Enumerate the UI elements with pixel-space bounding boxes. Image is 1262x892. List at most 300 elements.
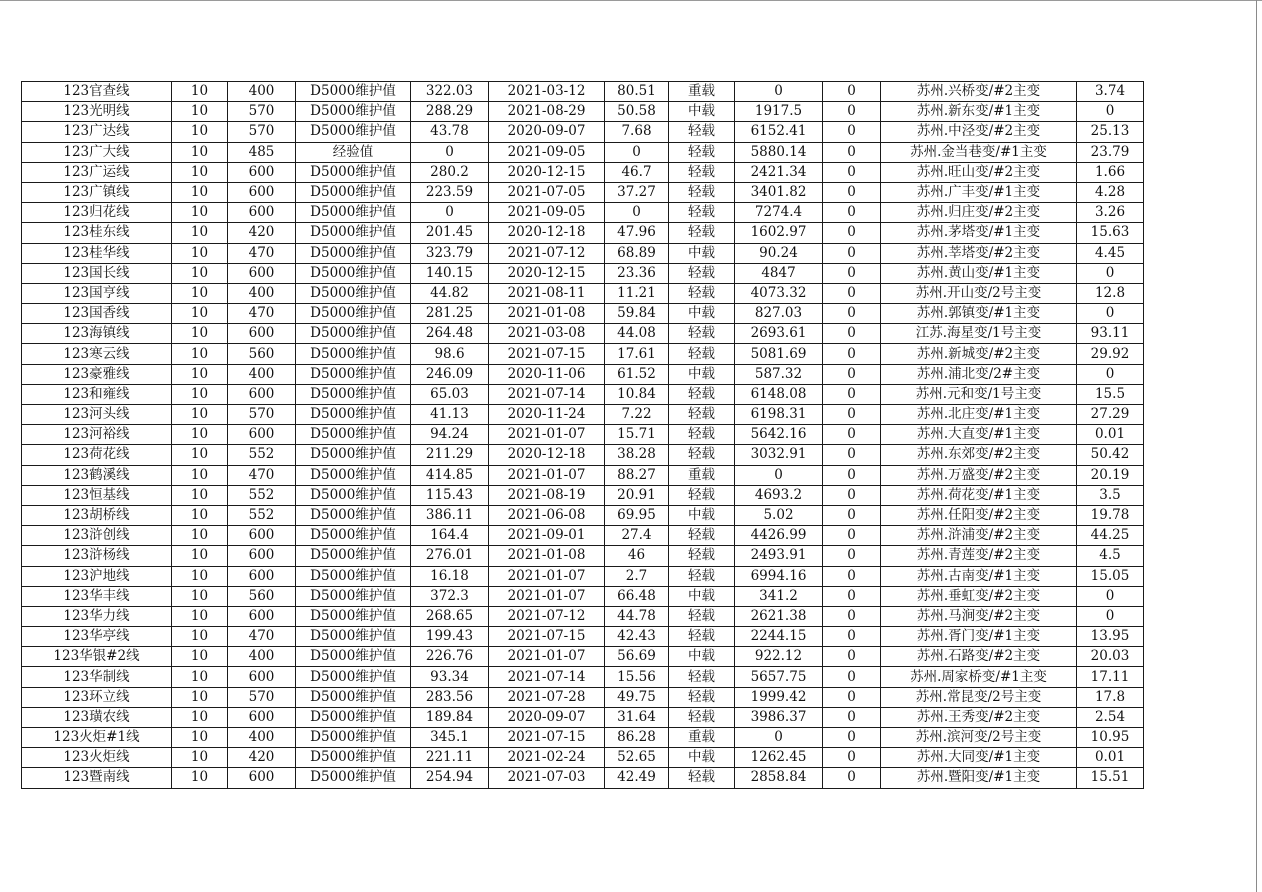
source-cell: D5000维护值 [296,82,411,102]
zero-cell: 0 [823,263,881,283]
table-row [22,748,1144,768]
margin-cell: 4073.32 [735,283,823,303]
load-rate-cell: 15.71 [605,425,669,445]
table-row [22,102,1144,122]
table-row [22,263,1144,283]
voltage-cell: 10 [172,687,228,707]
source-cell: D5000维护值 [296,344,411,364]
last-value-cell: 20.03 [1077,647,1144,667]
zero-cell: 0 [823,182,881,202]
line-name-cell: 123官查线 [22,82,172,102]
table-row [22,566,1144,586]
last-value-cell: 13.95 [1077,627,1144,647]
margin-cell: 0 [735,465,823,485]
margin-cell: 1999.42 [735,687,823,707]
source-cell: D5000维护值 [296,445,411,465]
source-cell: D5000维护值 [296,162,411,182]
voltage-cell: 10 [172,546,228,566]
source-cell: D5000维护值 [296,728,411,748]
margin-cell: 5657.75 [735,667,823,687]
voltage-cell: 10 [172,142,228,162]
load-rate-cell: 0 [605,142,669,162]
load-level-cell: 中载 [669,647,735,667]
current-cell: 276.01 [411,546,489,566]
margin-cell: 1262.45 [735,748,823,768]
zero-cell: 0 [823,627,881,647]
last-value-cell: 4.5 [1077,546,1144,566]
substation-transformer-cell: 苏州.兴桥变/#2主变 [881,82,1077,102]
load-rate-cell: 44.78 [605,606,669,626]
date-cell: 2021-07-15 [489,344,605,364]
last-value-cell: 12.8 [1077,283,1144,303]
last-value-cell: 0 [1077,586,1144,606]
line-name-cell: 123火炬线 [22,748,172,768]
voltage-cell: 10 [172,505,228,525]
load-level-cell: 轻载 [669,405,735,425]
substation-transformer-cell: 苏州.垂虹变/#2主变 [881,586,1077,606]
current-cell: 41.13 [411,405,489,425]
zero-cell: 0 [823,728,881,748]
date-cell: 2021-07-03 [489,768,605,788]
substation-transformer-cell: 苏州.开山变/2号主变 [881,283,1077,303]
line-name-cell: 123河头线 [22,405,172,425]
load-rate-cell: 23.36 [605,263,669,283]
date-cell: 2020-09-07 [489,707,605,727]
current-cell: 0 [411,142,489,162]
rated-current-cell: 400 [228,283,296,303]
line-name-cell: 123华银#2线 [22,647,172,667]
rated-current-cell: 400 [228,647,296,667]
last-value-cell: 29.92 [1077,344,1144,364]
table-row [22,425,1144,445]
line-name-cell: 123豪雅线 [22,364,172,384]
substation-transformer-cell: 苏州.万盛变/#2主变 [881,465,1077,485]
load-level-cell: 轻载 [669,162,735,182]
voltage-cell: 10 [172,203,228,223]
load-rate-cell: 86.28 [605,728,669,748]
margin-cell: 6994.16 [735,566,823,586]
voltage-cell: 10 [172,182,228,202]
substation-transformer-cell: 苏州.周家桥变/#1主变 [881,667,1077,687]
current-cell: 414.85 [411,465,489,485]
rated-current-cell: 570 [228,687,296,707]
zero-cell: 0 [823,243,881,263]
date-cell: 2021-06-08 [489,505,605,525]
rated-current-cell: 400 [228,364,296,384]
voltage-cell: 10 [172,344,228,364]
rated-current-cell: 552 [228,505,296,525]
current-cell: 43.78 [411,122,489,142]
load-level-cell: 轻载 [669,203,735,223]
table-row [22,606,1144,626]
voltage-cell: 10 [172,304,228,324]
voltage-cell: 10 [172,647,228,667]
load-rate-cell: 47.96 [605,223,669,243]
zero-cell: 0 [823,445,881,465]
current-cell: 201.45 [411,223,489,243]
zero-cell: 0 [823,405,881,425]
load-rate-cell: 69.95 [605,505,669,525]
rated-current-cell: 470 [228,243,296,263]
voltage-cell: 10 [172,627,228,647]
load-rate-cell: 46.7 [605,162,669,182]
date-cell: 2021-08-29 [489,102,605,122]
margin-cell: 6198.31 [735,405,823,425]
voltage-cell: 10 [172,324,228,344]
source-cell: D5000维护值 [296,485,411,505]
line-name-cell: 123华力线 [22,606,172,626]
date-cell: 2021-07-14 [489,384,605,404]
rated-current-cell: 470 [228,304,296,324]
zero-cell: 0 [823,223,881,243]
date-cell: 2021-01-07 [489,425,605,445]
table-row [22,142,1144,162]
current-cell: 386.11 [411,505,489,525]
last-value-cell: 0 [1077,364,1144,384]
rated-current-cell: 600 [228,203,296,223]
load-level-cell: 重载 [669,465,735,485]
substation-transformer-cell: 苏州.广丰变/#1主变 [881,182,1077,202]
voltage-cell: 10 [172,526,228,546]
table-row [22,283,1144,303]
substation-transformer-cell: 苏州.北庄变/#1主变 [881,405,1077,425]
date-cell: 2021-07-28 [489,687,605,707]
table-row [22,667,1144,687]
load-level-cell: 轻载 [669,283,735,303]
last-value-cell: 19.78 [1077,505,1144,525]
current-cell: 140.15 [411,263,489,283]
last-value-cell: 10.95 [1077,728,1144,748]
current-cell: 264.48 [411,324,489,344]
source-cell: D5000维护值 [296,465,411,485]
substation-transformer-cell: 苏州.大同变/#1主变 [881,748,1077,768]
voltage-cell: 10 [172,405,228,425]
line-name-cell: 123鹤溪线 [22,465,172,485]
load-rate-cell: 61.52 [605,364,669,384]
load-level-cell: 轻载 [669,223,735,243]
load-rate-cell: 31.64 [605,707,669,727]
load-rate-cell: 15.56 [605,667,669,687]
last-value-cell: 15.63 [1077,223,1144,243]
current-cell: 16.18 [411,566,489,586]
load-level-cell: 轻载 [669,606,735,626]
line-name-cell: 123海镇线 [22,324,172,344]
date-cell: 2021-09-01 [489,526,605,546]
substation-transformer-cell: 苏州.东郊变/#2主变 [881,445,1077,465]
current-cell: 281.25 [411,304,489,324]
voltage-cell: 10 [172,263,228,283]
line-name-cell: 123桂华线 [22,243,172,263]
load-rate-cell: 59.84 [605,304,669,324]
load-level-cell: 轻载 [669,768,735,788]
voltage-cell: 10 [172,485,228,505]
table-row [22,162,1144,182]
current-cell: 115.43 [411,485,489,505]
last-value-cell: 0.01 [1077,425,1144,445]
table-row [22,768,1144,788]
voltage-cell: 10 [172,364,228,384]
rated-current-cell: 600 [228,425,296,445]
zero-cell: 0 [823,606,881,626]
current-cell: 268.65 [411,606,489,626]
load-rate-cell: 68.89 [605,243,669,263]
margin-cell: 3401.82 [735,182,823,202]
load-level-cell: 重载 [669,728,735,748]
substation-transformer-cell: 苏州.中泾变/#2主变 [881,122,1077,142]
margin-cell: 3986.37 [735,707,823,727]
rated-current-cell: 420 [228,223,296,243]
load-level-cell: 中载 [669,304,735,324]
source-cell: D5000维护值 [296,505,411,525]
source-cell: D5000维护值 [296,586,411,606]
feeder-load-table [21,81,1144,789]
load-level-cell: 中载 [669,102,735,122]
table-row [22,182,1144,202]
line-name-cell: 123荷花线 [22,445,172,465]
rated-current-cell: 552 [228,485,296,505]
line-name-cell: 123和雍线 [22,384,172,404]
substation-transformer-cell: 苏州.常昆变/2号主变 [881,687,1077,707]
current-cell: 44.82 [411,283,489,303]
zero-cell: 0 [823,425,881,445]
last-value-cell: 3.5 [1077,485,1144,505]
rated-current-cell: 570 [228,405,296,425]
source-cell: D5000维护值 [296,304,411,324]
substation-transformer-cell: 苏州.新东变/#1主变 [881,102,1077,122]
margin-cell: 587.32 [735,364,823,384]
date-cell: 2020-09-07 [489,122,605,142]
rated-current-cell: 600 [228,526,296,546]
zero-cell: 0 [823,203,881,223]
source-cell: D5000维护值 [296,748,411,768]
last-value-cell: 23.79 [1077,142,1144,162]
rated-current-cell: 570 [228,122,296,142]
load-rate-cell: 42.49 [605,768,669,788]
load-level-cell: 轻载 [669,546,735,566]
last-value-cell: 15.05 [1077,566,1144,586]
line-name-cell: 123暨南线 [22,768,172,788]
margin-cell: 7274.4 [735,203,823,223]
substation-transformer-cell: 苏州.新城变/#2主变 [881,344,1077,364]
last-value-cell: 0 [1077,102,1144,122]
current-cell: 223.59 [411,182,489,202]
load-level-cell: 轻载 [669,627,735,647]
current-cell: 164.4 [411,526,489,546]
rated-current-cell: 600 [228,768,296,788]
voltage-cell: 10 [172,223,228,243]
zero-cell: 0 [823,586,881,606]
line-name-cell: 123河裕线 [22,425,172,445]
date-cell: 2021-09-05 [489,203,605,223]
date-cell: 2021-03-08 [489,324,605,344]
substation-transformer-cell: 苏州.归庄变/#2主变 [881,203,1077,223]
margin-cell: 2858.84 [735,768,823,788]
substation-transformer-cell: 苏州.大直变/#1主变 [881,425,1077,445]
substation-transformer-cell: 苏州.滨河变/2号主变 [881,728,1077,748]
table-row [22,627,1144,647]
margin-cell: 2621.38 [735,606,823,626]
substation-transformer-cell: 苏州.黄山变/#1主变 [881,263,1077,283]
rated-current-cell: 470 [228,627,296,647]
load-level-cell: 轻载 [669,182,735,202]
last-value-cell: 0 [1077,304,1144,324]
voltage-cell: 10 [172,162,228,182]
table-row [22,203,1144,223]
zero-cell: 0 [823,162,881,182]
date-cell: 2021-03-12 [489,82,605,102]
load-level-cell: 轻载 [669,485,735,505]
margin-cell: 3032.91 [735,445,823,465]
voltage-cell: 10 [172,425,228,445]
current-cell: 283.56 [411,687,489,707]
source-cell: D5000维护值 [296,425,411,445]
date-cell: 2021-07-12 [489,243,605,263]
substation-transformer-cell: 苏州.金当巷变/#1主变 [881,142,1077,162]
margin-cell: 1917.5 [735,102,823,122]
margin-cell: 6148.08 [735,384,823,404]
rated-current-cell: 600 [228,566,296,586]
date-cell: 2020-12-15 [489,162,605,182]
last-value-cell: 44.25 [1077,526,1144,546]
zero-cell: 0 [823,364,881,384]
substation-transformer-cell: 苏州.元和变/1号主变 [881,384,1077,404]
voltage-cell: 10 [172,102,228,122]
source-cell: 经验值 [296,142,411,162]
rated-current-cell: 560 [228,344,296,364]
voltage-cell: 10 [172,566,228,586]
load-rate-cell: 11.21 [605,283,669,303]
voltage-cell: 10 [172,82,228,102]
line-name-cell: 123广运线 [22,162,172,182]
load-rate-cell: 10.84 [605,384,669,404]
load-rate-cell: 46 [605,546,669,566]
zero-cell: 0 [823,324,881,344]
load-rate-cell: 66.48 [605,586,669,606]
load-level-cell: 轻载 [669,344,735,364]
last-value-cell: 0.01 [1077,748,1144,768]
margin-cell: 1602.97 [735,223,823,243]
voltage-cell: 10 [172,768,228,788]
load-level-cell: 重载 [669,82,735,102]
date-cell: 2020-12-18 [489,223,605,243]
voltage-cell: 10 [172,122,228,142]
zero-cell: 0 [823,485,881,505]
load-level-cell: 轻载 [669,324,735,344]
substation-transformer-cell: 苏州.郭镇变/#1主变 [881,304,1077,324]
load-level-cell: 轻载 [669,526,735,546]
rated-current-cell: 400 [228,82,296,102]
line-name-cell: 123浒创线 [22,526,172,546]
zero-cell: 0 [823,142,881,162]
margin-cell: 922.12 [735,647,823,667]
zero-cell: 0 [823,344,881,364]
last-value-cell: 3.26 [1077,203,1144,223]
date-cell: 2020-11-24 [489,405,605,425]
date-cell: 2021-07-15 [489,728,605,748]
date-cell: 2021-08-11 [489,283,605,303]
substation-transformer-cell: 苏州.青莲变/#2主变 [881,546,1077,566]
substation-transformer-cell: 苏州.石路变/#2主变 [881,647,1077,667]
rated-current-cell: 485 [228,142,296,162]
line-name-cell: 123广镇线 [22,182,172,202]
rated-current-cell: 600 [228,324,296,344]
margin-cell: 5880.14 [735,142,823,162]
table-row [22,304,1144,324]
source-cell: D5000维护值 [296,384,411,404]
last-value-cell: 0 [1077,263,1144,283]
date-cell: 2020-12-18 [489,445,605,465]
voltage-cell: 10 [172,606,228,626]
table-row [22,728,1144,748]
last-value-cell: 4.28 [1077,182,1144,202]
margin-cell: 2244.15 [735,627,823,647]
zero-cell: 0 [823,384,881,404]
date-cell: 2021-01-08 [489,304,605,324]
load-rate-cell: 7.22 [605,405,669,425]
table-row [22,586,1144,606]
current-cell: 93.34 [411,667,489,687]
date-cell: 2020-12-15 [489,263,605,283]
load-rate-cell: 38.28 [605,445,669,465]
table-row [22,243,1144,263]
current-cell: 0 [411,203,489,223]
rated-current-cell: 600 [228,606,296,626]
last-value-cell: 25.13 [1077,122,1144,142]
load-level-cell: 轻载 [669,384,735,404]
load-level-cell: 中载 [669,505,735,525]
load-level-cell: 轻载 [669,142,735,162]
table-row [22,687,1144,707]
table-row [22,344,1144,364]
zero-cell: 0 [823,546,881,566]
current-cell: 226.76 [411,647,489,667]
margin-cell: 90.24 [735,243,823,263]
zero-cell: 0 [823,667,881,687]
date-cell: 2021-01-07 [489,647,605,667]
voltage-cell: 10 [172,243,228,263]
margin-cell: 6152.41 [735,122,823,142]
load-rate-cell: 20.91 [605,485,669,505]
zero-cell: 0 [823,122,881,142]
last-value-cell: 50.42 [1077,445,1144,465]
source-cell: D5000维护值 [296,283,411,303]
last-value-cell: 20.19 [1077,465,1144,485]
load-rate-cell: 88.27 [605,465,669,485]
rated-current-cell: 600 [228,707,296,727]
load-rate-cell: 50.58 [605,102,669,122]
load-level-cell: 轻载 [669,425,735,445]
rated-current-cell: 470 [228,465,296,485]
last-value-cell: 15.5 [1077,384,1144,404]
table-row [22,546,1144,566]
last-value-cell: 2.54 [1077,707,1144,727]
load-rate-cell: 37.27 [605,182,669,202]
load-rate-cell: 0 [605,203,669,223]
voltage-cell: 10 [172,445,228,465]
last-value-cell: 93.11 [1077,324,1144,344]
substation-transformer-cell: 苏州.王秀变/#2主变 [881,707,1077,727]
zero-cell: 0 [823,505,881,525]
load-level-cell: 中载 [669,243,735,263]
table-row [22,82,1144,102]
substation-transformer-cell: 江苏.海星变/1号主变 [881,324,1077,344]
voltage-cell: 10 [172,586,228,606]
margin-cell: 0 [735,82,823,102]
rated-current-cell: 570 [228,102,296,122]
line-name-cell: 123沪地线 [22,566,172,586]
rated-current-cell: 600 [228,263,296,283]
load-level-cell: 轻载 [669,445,735,465]
